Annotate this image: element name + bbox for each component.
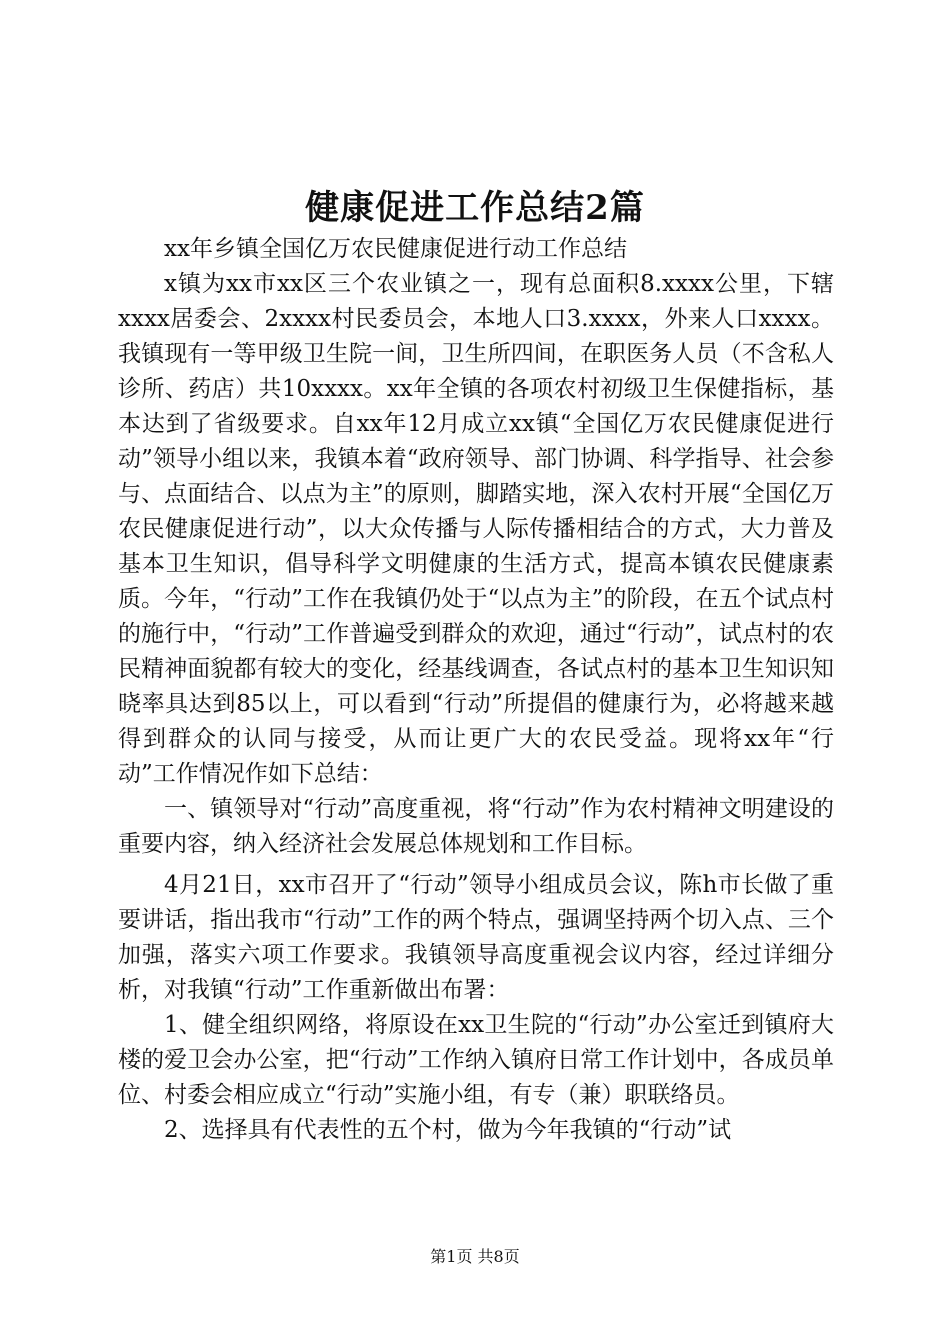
paragraph-intro: x镇为xx市xx区三个农业镇之一，现有总面积8.xxxx公里，下辖xxxx居委会、2xxxx村民委员会，本地人口3.xxxx，外来人口xxxx。我镇现有一等甲级卫生院一间，卫生所四间，在职医务人员（不含私人诊所、药店）共10xxxx。xx年全镇的各项农村初级卫生保健指标，基本达到了省级要求。自xx年12月成立xx镇“全国亿万农民健康促进行动”领导小组以来，我镇本着“政府领导、部门协调、科学指导、社会参与、点面结合、以点为主”的原则，脚踏实地，深入农村开展“全国亿万农民健康促进行动”，以大众传播与人际传播相结合的方式，大力普及基本卫生知识，倡导科学文明健康的生活方式，提高本镇农民健康素质。今年，“行动”工作在我镇仍处于“以点为主”的阶段，在五个试点村的施行中，“行动”工作普遍受到群众的欢迎，通过“行动”，试点村的农民精神面貌都有较大的变化，经基线调查，各试点村的基本卫生知识知晓率具达到85以上，可以看到“行动”所提倡的健康行为，必将越来越得到群众的认同与接受，从而让更广大的农民受益。现将xx年“行动”工作情况作如下总结： [118,271,834,787]
page-number: 第1页 [430,1247,473,1266]
page-total: 共8页 [477,1247,520,1266]
paragraph-item-2: 2、选择具有代表性的五个村，做为今年我镇的“行动”试 [164,1117,732,1143]
page-footer [0,1245,950,1269]
paragraph-section-one: 一、镇领导对“行动”高度重视，将“行动”作为农村精神文明建设的重要内容，纳入经济社会发展总体规划和工作目标。 [118,796,834,857]
document-body [118,232,834,1148]
document-title: 健康促进工作总结2篇 [305,188,645,228]
paragraph-meeting: 4月21日，xx市召开了“行动”领导小组成员会议，陈h市长做了重要讲话，指出我市“行动”工作的两个特点，强调坚持两个切入点、三个加强，落实六项工作要求。我镇领导高度重视会议内容，经过详细分析，对我镇“行动”工作重新做出布署： [118,872,834,1003]
paragraph-subtitle: xx年乡镇全国亿万农民健康促进行动工作总结 [164,236,627,262]
paragraph-item-1: 1、健全组织网络，将原设在xx卫生院的“行动”办公室迁到镇府大楼的爱卫会办公室，把“行动”工作纳入镇府日常工作计划中，各成员单位、村委会相应成立“行动”实施小组，有专（兼）职联络员。 [118,1012,834,1108]
